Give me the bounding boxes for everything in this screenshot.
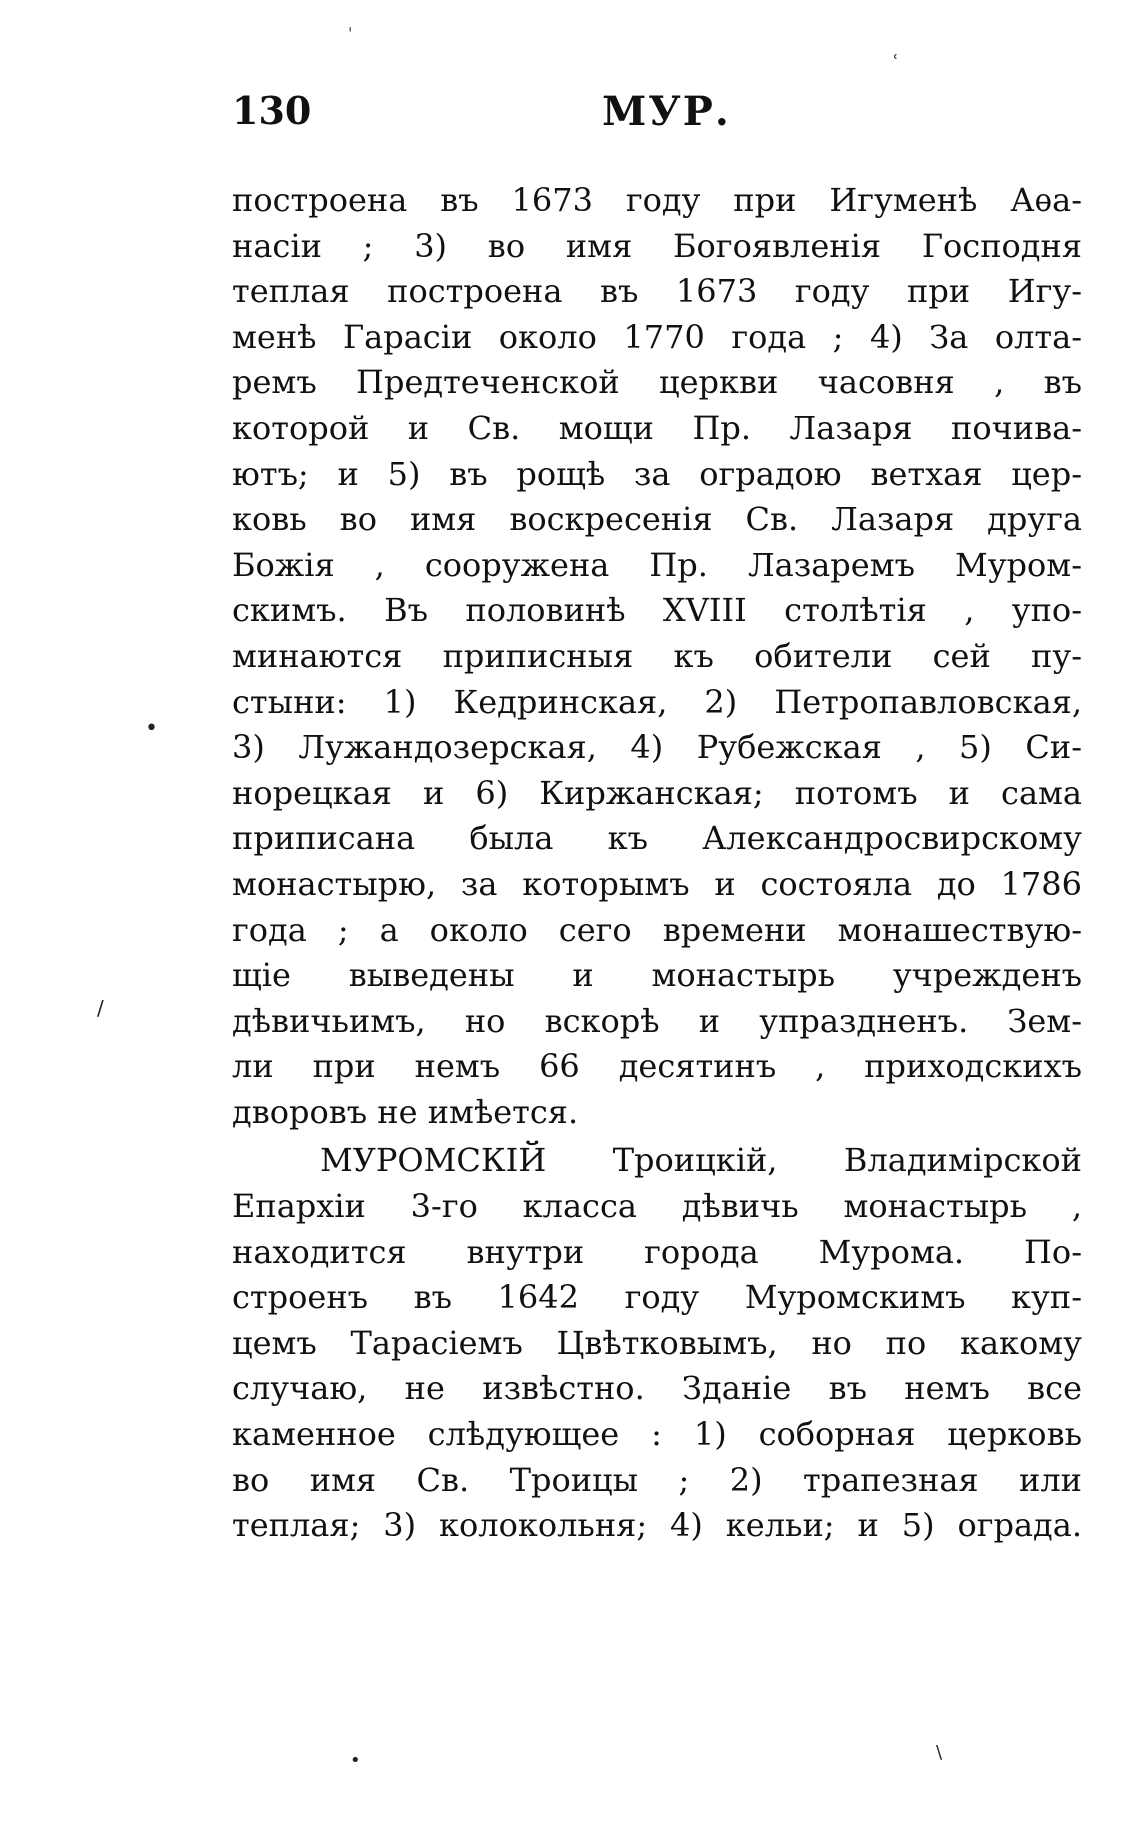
text-line: насіи ; 3) во имя Богоявленія Господня (232, 226, 1082, 265)
text-line: теплая; 3) колокольня; 4) кельи; и 5) ограда. (232, 1506, 1082, 1545)
text-line: Божія , сооружена Пр. Лазаремъ Муром- (232, 545, 1082, 584)
scan-speck: • (145, 716, 158, 741)
paragraph-1 (232, 178, 1082, 1135)
text-line: дѣвичьимъ, но вскорѣ и упраздненъ. Зем- (232, 1001, 1082, 1040)
text-line: строенъ въ 1642 году Муромскимъ куп- (232, 1278, 1082, 1317)
text-line: 3) Лужандозерская, 4) Рубежская , 5) Си- (232, 728, 1082, 767)
text-line: ремъ Предтеченской церкви часовня , въ (232, 363, 1082, 402)
paragraph-2 (232, 1138, 1082, 1548)
text-line: стыни: 1) Кедринская, 2) Петропавловская, (232, 682, 1082, 721)
page-number: 130 (232, 88, 312, 133)
text-line: Епархіи 3-го класса дѣвичь монастырь , (232, 1187, 1082, 1226)
text-line: ютъ; и 5) въ рощѣ за оградою ветхая цер- (232, 454, 1082, 493)
text-line: минаются приписныя къ обители сей пу- (232, 636, 1082, 675)
text-line: ли при немъ 66 десятинъ , приходскихъ (232, 1047, 1082, 1086)
text-line: ковь во имя воскресенія Св. Лазаря друга (232, 500, 1082, 539)
text-line: скимъ. Въ половинѣ XVIII столѣтія , упо- (232, 591, 1082, 630)
body-text (232, 178, 1082, 1549)
text-line: монастырю, за которымъ и состояла до 1786 (232, 864, 1082, 903)
text-line: щіе выведены и монастырь учрежденъ (232, 956, 1082, 995)
text-line: каменное слѣдующее : 1) соборная церковь (232, 1415, 1082, 1454)
scan-speck: • (350, 1750, 361, 1771)
text-line: построена въ 1673 году при Игуменѣ Аѳа- (232, 181, 1082, 219)
text-line: года ; а около сего времени монашествую- (232, 910, 1082, 949)
text-line: которой и Св. мощи Пр. Лазаря почива- (232, 408, 1082, 447)
text-line: случаю, не извѣстно. Зданіе въ немъ все (232, 1369, 1082, 1408)
text-line: цемъ Тарасіемъ Цвѣтковымъ, но по какому (232, 1323, 1082, 1362)
entry-heading-line: МУРОМСКІЙ Троицкій, Владимірской (320, 1141, 1082, 1180)
scan-speck: / (97, 996, 104, 1020)
text-line: норецкая и 6) Киржанская; потомъ и сама (232, 773, 1082, 812)
text-line: дворовъ не имѣется. (232, 1092, 579, 1131)
scan-speck: ʿ (893, 52, 899, 73)
text-line: приписана была къ Александросвирскому (232, 819, 1082, 858)
running-head: МУР. (602, 88, 731, 135)
scan-speck: \ (936, 1742, 943, 1763)
text-line: теплая построена въ 1673 году при Игу- (232, 272, 1082, 311)
text-line: менѣ Гарасіи около 1770 года ; 4) За олта- (232, 317, 1082, 356)
page-header (232, 88, 1082, 144)
scan-speck: ˌ (348, 14, 353, 33)
text-line: находится внутри города Мурома. По- (232, 1232, 1082, 1271)
text-line: во имя Св. Троицы ; 2) трапезная или (232, 1460, 1082, 1499)
